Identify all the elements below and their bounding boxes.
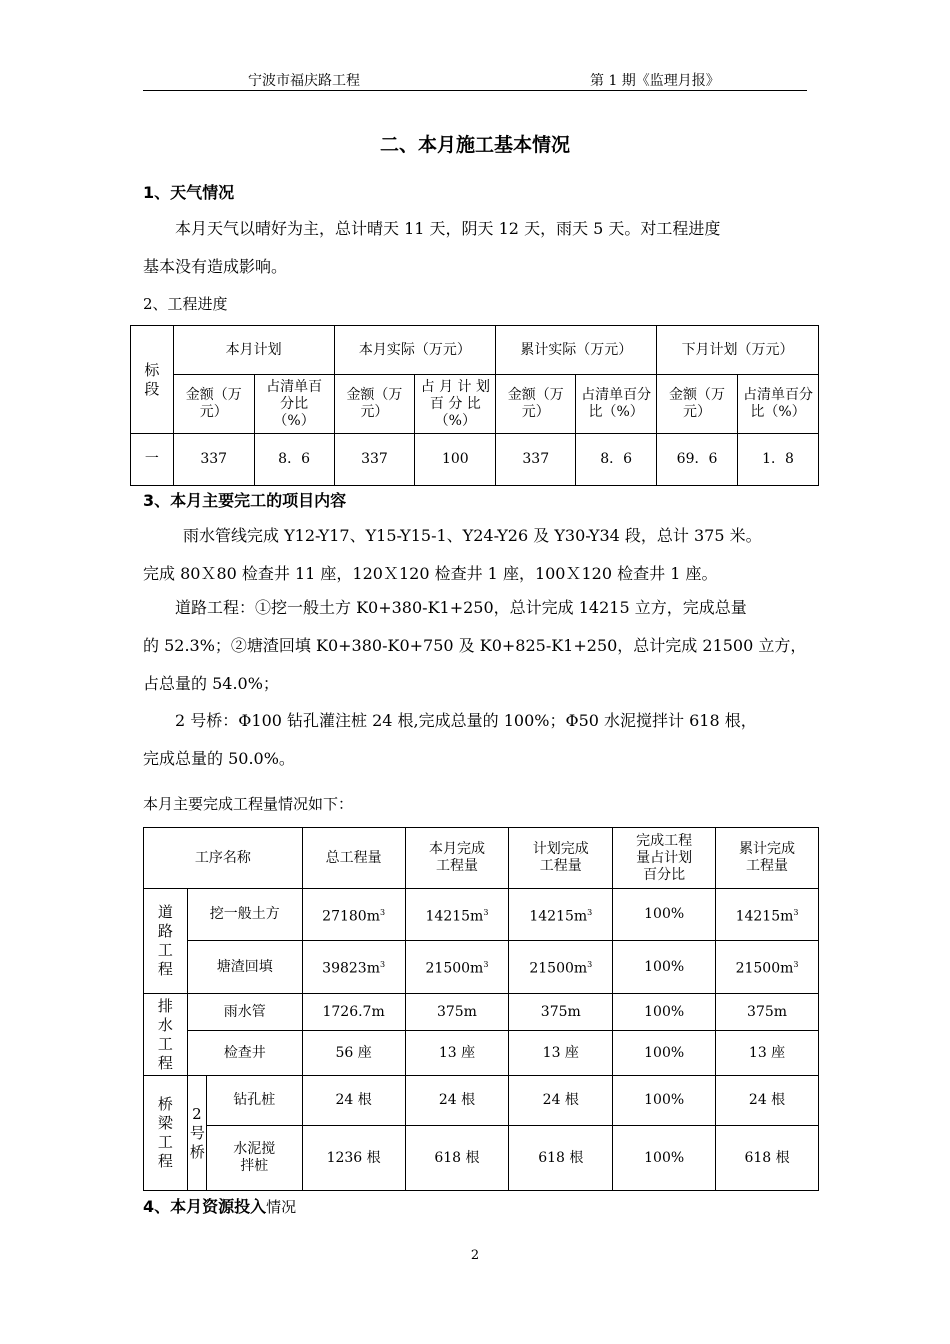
sub-header-amount: 金额（万元）	[496, 375, 576, 434]
sub-header-percent: 占清单百分比（%）	[576, 375, 657, 434]
bridge-text-line2: 完成总量的 50.0%。	[143, 749, 295, 768]
table-cell: 一	[131, 434, 174, 486]
table-cell: 24 根	[405, 1076, 509, 1126]
group-bridge: 桥梁工程	[144, 1076, 188, 1191]
road-text-line1: 道路工程：①挖一般土方 K0+380-K1+250，总计完成 14215 立方，完成总量	[175, 598, 747, 617]
header-divider	[143, 90, 807, 91]
sub-header-amount: 金额（万元）	[334, 375, 415, 434]
group-drainage: 排水工程	[144, 994, 188, 1076]
table-cell: $39823m^3$	[302, 941, 405, 994]
row-name: 雨水管	[187, 994, 302, 1031]
table-caption: 本月主要完成工程量情况如下：	[143, 795, 354, 813]
table-cell: 618 根	[509, 1126, 613, 1191]
table-cell: 337	[334, 434, 415, 486]
table-cell: 24 根	[302, 1076, 405, 1126]
drain-text-line1: 雨水管线完成 Y12-Y17、Y15-Y15-1、Y24-Y26 及 Y30-Y34 段，总计 375 米。	[183, 526, 762, 545]
table-cell: 1236 根	[302, 1126, 405, 1191]
header-report-issue: 第 1 期《监理月报》	[590, 73, 720, 89]
table-cell: 13 座	[716, 1031, 819, 1076]
row-name: 水泥搅拌桩	[206, 1126, 302, 1191]
sub-header-amount: 金额（万元）	[657, 375, 738, 434]
col-header-cumulative: 累计完成工程量	[716, 828, 819, 889]
table-cell: 100%	[613, 941, 716, 994]
table-cell: 56 座	[302, 1031, 405, 1076]
table-cell: 8．6	[254, 434, 334, 486]
table-cell: 100%	[613, 889, 716, 941]
table-cell: 1．8	[737, 434, 818, 486]
col-header-month: 本月完成工程量	[405, 828, 509, 889]
table-cell: $14215m^3$	[405, 889, 509, 941]
table-cell: 24 根	[716, 1076, 819, 1126]
col-header-process: 工序名称	[144, 828, 303, 889]
row-name: 钻孔桩	[206, 1076, 302, 1126]
table-cell: 618 根	[405, 1126, 509, 1191]
road-text-line2: 的 52.3%；②塘渣回填 K0+380-K0+750 及 K0+825-K1+250，总计完成 21500 立方，	[143, 636, 807, 655]
table-cell: $27180m^3$	[302, 889, 405, 941]
table-cell: 337	[496, 434, 576, 486]
section-resources-heading: 4、本月资源投入情况	[143, 1197, 297, 1216]
table-cell: $21500m^3$	[405, 941, 509, 994]
group-header: 下月计划（万元）	[657, 326, 819, 375]
group-bridge-2: 2号桥	[187, 1076, 206, 1191]
sub-header-percent: 占清单百分比（%）	[254, 375, 334, 434]
row-name: 塘渣回填	[187, 941, 302, 994]
table-cell: 100%	[613, 994, 716, 1031]
sub-header-percent: 占 月 计 划 百 分 比 （%）	[415, 375, 496, 434]
table-cell: 337	[173, 434, 254, 486]
sub-header-amount: 金额（万元）	[173, 375, 254, 434]
table-cell: 618 根	[716, 1126, 819, 1191]
group-header: 本月实际（万元）	[334, 326, 496, 375]
sub-header-percent: 占清单百分比（%）	[737, 375, 818, 434]
section-progress-heading: 2、工程进度	[143, 295, 228, 313]
row-name: 挖一般土方	[187, 889, 302, 941]
section-weather-heading: 1、天气情况	[143, 183, 235, 202]
table-cell: 13 座	[509, 1031, 613, 1076]
table-cell: 100%	[613, 1076, 716, 1126]
quantity-table	[143, 827, 819, 1191]
table-cell: 100%	[613, 1126, 716, 1191]
progress-table	[130, 325, 819, 486]
page-title: 二、本月施工基本情况	[379, 134, 570, 156]
section-completed-heading: 3、本月主要完工的项目内容	[143, 491, 347, 510]
page-number: 2	[470, 1248, 480, 1263]
table-cell: 1726.7m	[302, 994, 405, 1031]
table-cell: 100%	[613, 1031, 716, 1076]
table-cell: 8．6	[576, 434, 657, 486]
table-cell: $21500m^3$	[509, 941, 613, 994]
bridge-text-line1: 2 号桥：Φ100 钻孔灌注桩 24 根,完成总量的 100%；Φ50 水泥搅拌计 618 根，	[175, 711, 757, 730]
table-cell: 24 根	[509, 1076, 613, 1126]
group-header: 本月计划	[173, 326, 334, 375]
col-header-plan: 计划完成工程量	[509, 828, 613, 889]
table-cell: $14215m^3$	[509, 889, 613, 941]
col-header-percent: 完成工程量占计划百分比	[613, 828, 716, 889]
table-cell: 375m	[716, 994, 819, 1031]
table-cell: 69．6	[657, 434, 738, 486]
group-road: 道路工程	[144, 889, 188, 994]
segment-header: 标段	[131, 326, 174, 434]
table-cell: $21500m^3$	[716, 941, 819, 994]
col-header-total: 总工程量	[302, 828, 405, 889]
table-cell: 13 座	[405, 1031, 509, 1076]
header-project-name: 宁波市福庆路工程	[248, 73, 360, 89]
table-cell: 375m	[405, 994, 509, 1031]
table-cell: $14215m^3$	[716, 889, 819, 941]
row-name: 检查井	[187, 1031, 302, 1076]
table-cell: 100	[415, 434, 496, 486]
table-cell: 375m	[509, 994, 613, 1031]
group-header: 累计实际（万元）	[496, 326, 657, 375]
weather-text-line1: 本月天气以晴好为主，总计晴天 11 天，阴天 12 天，雨天 5 天。对工程进度	[175, 219, 721, 238]
weather-text-line2: 基本没有造成影响。	[143, 257, 288, 276]
drain-text-line2: 完成 80Ｘ80 检查井 11 座，120Ｘ120 检查井 1 座，100Ｘ120 检查井 1 座。	[143, 564, 718, 583]
road-text-line3: 占总量的 54.0%；	[143, 674, 279, 693]
